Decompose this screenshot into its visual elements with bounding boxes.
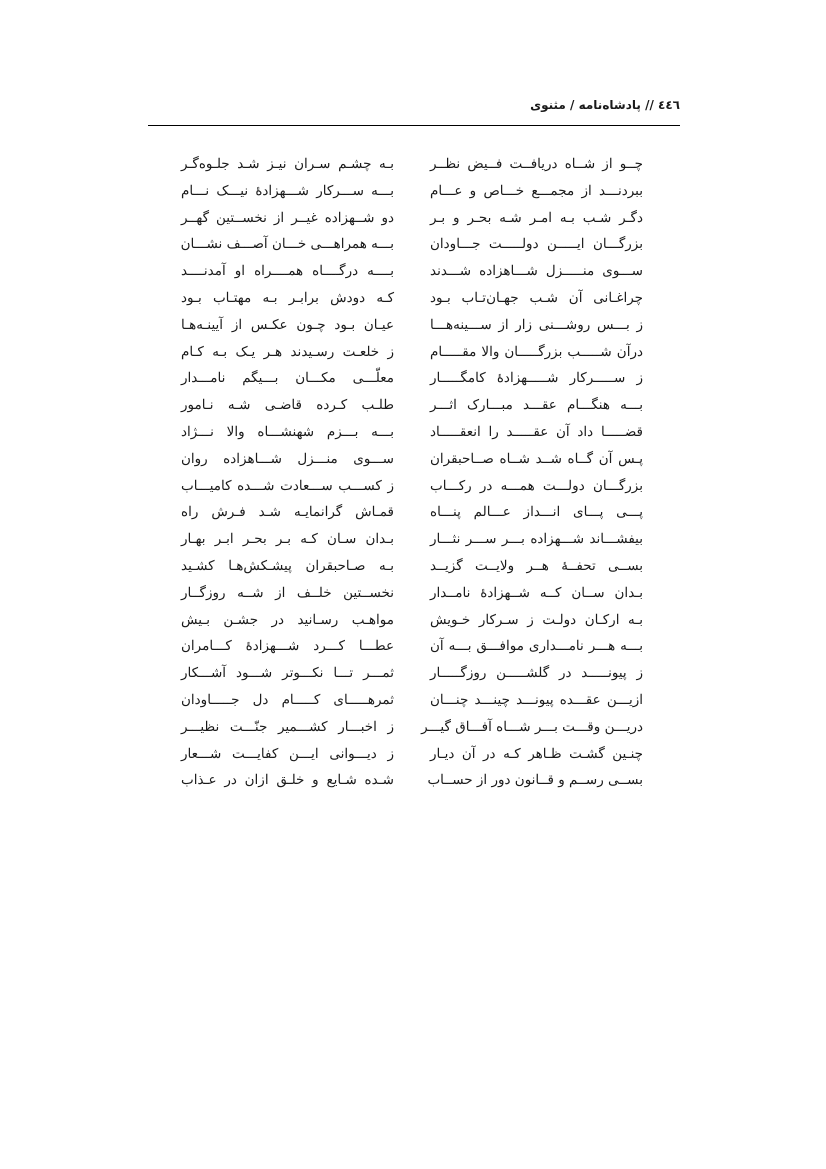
verse-line: ز پیونـــــد در گلشـــــن روزگـــــار bbox=[430, 665, 643, 682]
verse-line: شـده شـایع و خلـق ازان در عـذاب bbox=[181, 772, 394, 789]
header-slash: / bbox=[570, 98, 575, 112]
verse-line: معلّـــی مکـــان بـــیگم نامـــدار bbox=[181, 370, 394, 387]
verse-line: دریـــن وقـــت بـــر شـــاه آفـــاق گیـــر bbox=[421, 718, 643, 735]
poem-column-left bbox=[181, 151, 394, 794]
verse-line: پـــی پـــای انـــداز عـــالم پنـــاه bbox=[430, 504, 643, 521]
verse-line: بســی تحفــهٔ هــر ولایــت گزیــد bbox=[430, 557, 643, 574]
verse-line: بـدان سـان کـه بـر بحـر ابـر بهـار bbox=[181, 531, 394, 548]
verse-line: بـدان ســان کــه شــهزادهٔ نامــدار bbox=[430, 584, 643, 601]
verse-line: قمـاش گرانمایـه شـد فـرش راه bbox=[181, 504, 394, 521]
verse-line: درآن شـــــب بزرگـــــان والا مقـــــام bbox=[430, 343, 643, 360]
verse-line: نخســتین خلــف از شــه روزگــار bbox=[181, 584, 394, 601]
verse-line: عیـان بـود چـون عکـس از آیینـه‌هـا bbox=[181, 316, 394, 333]
verse-line: بـــه همراهـــی خـــان آصـــف نشـــان bbox=[180, 236, 394, 253]
verse-line: بـــه بـــزم شهنشـــاه والا نـــژاد bbox=[181, 423, 394, 440]
verse-line: ســـوی منـــزل شـــاهزاده روان bbox=[181, 450, 394, 467]
verse-line: ســـوی منـــــزل شـــاهزاده شـــدند bbox=[430, 263, 643, 280]
verse-line: دگـر شـب بـه امـر شـه بحـر و بـر bbox=[430, 209, 643, 226]
verse-line: بزرگـــان دولـــت همـــه در رکـــاب bbox=[430, 477, 643, 494]
verse-line: بــــه درگــــاه همــــراه او آمدنــــد bbox=[181, 263, 394, 280]
running-header bbox=[148, 98, 680, 124]
verse-line: ازیـــن عقـــده پیونـــد چینـــد چنـــان bbox=[430, 691, 643, 708]
verse-line: ز کســـب ســـعادت شـــده کامیـــاب bbox=[181, 477, 394, 494]
header-separator: // bbox=[645, 98, 654, 112]
verse-line: مواهـب رسـانید در جشـن بـیش bbox=[181, 611, 394, 628]
verse-line: بـه ارکـان دولـت ز سـرکار خـویش bbox=[430, 611, 643, 628]
verse-line: بســی رســم و قــانون دور از حســاب bbox=[427, 772, 643, 789]
verse-line: ز دیـــوانی ایـــن کفایـــت شـــعار bbox=[181, 745, 394, 762]
verse-line: ز ســـــرکار شـــــهزادهٔ کامگـــــار bbox=[430, 370, 643, 387]
verse-line: عطـــا کـــرد شـــهزادهٔ کـــامران bbox=[181, 638, 394, 655]
verse-line: بیفشـــاند شـــهزاده بـــر ســـر نثـــار bbox=[430, 531, 643, 548]
verse-line: بـه چشـم سـران نیـز شـد جلـوه‌گـر bbox=[181, 156, 394, 172]
verse-line: ز بـــس روشـــنی زار از ســـینه‌هـــا bbox=[430, 316, 643, 333]
verse-line: پـس آن گــاه شــد شــاه صــاحبقران bbox=[430, 450, 643, 467]
book-title: پادشاه‌نامه bbox=[578, 98, 641, 112]
verse-line: چراغـانی آن شـب جهـان‌تـاب بـود bbox=[430, 289, 643, 306]
page-number: ٤٤٦ bbox=[658, 98, 680, 112]
verse-line: ثمـــر تـــا نکـــوتر شـــود آشـــکار bbox=[181, 665, 394, 682]
verse-line: چــو از شــاه دریافــت فــیض نظــر bbox=[430, 156, 643, 172]
verse-line: ثمرهـــــای کـــــام دل جـــــاودان bbox=[181, 691, 394, 708]
verse-line: کـه دودش برابـر بـه مهتـاب بـود bbox=[181, 289, 394, 306]
verse-line: ببردنـــد از مجمـــع خـــاص و عـــام bbox=[430, 182, 643, 199]
verse-line: قضـــــا داد آن عقـــــد را انعقـــــاد bbox=[430, 423, 643, 440]
verse-line: طلـب کـرده قاضـی شـه نـامور bbox=[181, 397, 394, 414]
verse-line: بـــه هنگـــام عقـــد مبـــارک اثـــر bbox=[430, 397, 643, 414]
verse-line: بـــه هـــر نامـــداری موافـــق بـــه آن bbox=[430, 638, 643, 655]
poem-column-right bbox=[421, 151, 643, 794]
section-name: مثنوی bbox=[530, 98, 566, 112]
verse-line: ز خلعـت رسـیدند هـر یـک بـه کـام bbox=[181, 343, 394, 360]
verse-line: دو شــهزاده غیــر از نخســتین گهــر bbox=[181, 209, 394, 226]
verse-line: بـه صـاحبقران پیشـکش‌هـا کشـید bbox=[181, 557, 394, 574]
verse-line: چنـین گشـت ظـاهر کـه در آن دیـار bbox=[430, 745, 643, 762]
verse-line: بـــه ســـرکار شـــهزادهٔ نیـــک نـــام bbox=[181, 182, 394, 199]
verse-line: بزرگـــان ایـــــن دولـــــت جـــاودان bbox=[430, 236, 643, 253]
verse-line: ز اخبـــار کشـــمیر جنّـــت نظیـــر bbox=[181, 718, 394, 735]
header-rule bbox=[148, 125, 680, 126]
